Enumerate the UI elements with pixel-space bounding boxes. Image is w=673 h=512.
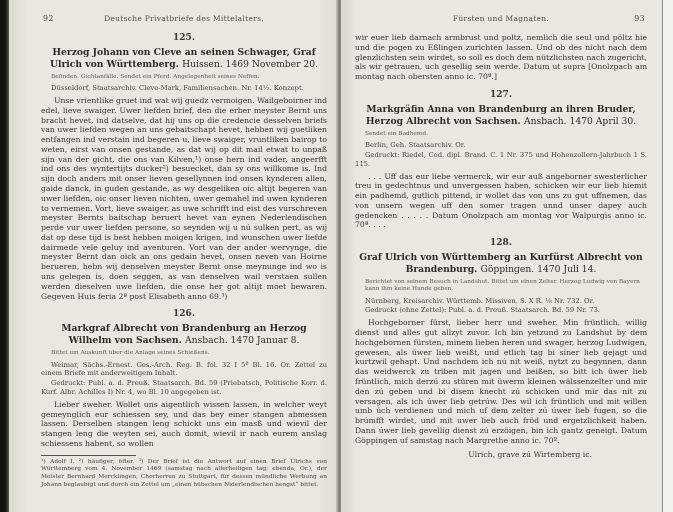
letter-128-printed: Gedruckt (ohne Zettel): Publ. a. d. Preuß. Staatsarch. Bd. 59 Nr. 73. [365,306,600,315]
letter-128-heading [355,252,647,276]
letter-127-regest: Sendet ein Badhemd. [365,130,428,137]
letter-126-source: Weimar, Sächs.-Ernest. Ges.-Arch. Reg. B. fol. 32 I 5ª Bl. 16. Or. Zettel zu einem Briefe mit anderweitigem Inhalt. [41,360,327,378]
letter-127 [355,90,647,230]
footnotes-left: ¹) Adolf I. ²) häufiger, öfter. ³) Der Brief ist die Antwort auf einen Brief Ulrichs von Württemberg vom 4. November 1469 (samstag nach allerheiligen tag; ebenda, Or.), der Meister Bernhard Mercklingen, Chorherren zu Stuttgart, für dessen mündliche Werbung an Johann beglaubigt und durch ein Zettel um „einen hübschen Niderlendischen hengst“ bittet. [41,458,327,488]
letter-125-source: Düsseldorf, Staatsarchiv. Cleve-Mark, Familiensachen. Nr. 14½. Konzept. [51,84,304,93]
letter-127-number: 127. [490,89,512,100]
letter-125-regest: Befinden. Gichtanfälle. Sendet ein Pferd. Angelegenheit seines Neffen. [51,73,260,80]
running-head-right [355,14,647,23]
running-title-right: Fürsten und Magnaten. [452,14,550,23]
letter-125-place-date: Huissen. 1469 November 20. [182,58,319,70]
page-right [341,0,663,512]
scan-right-edge [662,0,673,512]
letter-125-number: 125. [173,33,195,43]
letter-126-regest: Bittet um Auskunft über die Anlage seines Schießens. [51,350,210,357]
letter-126 [41,309,327,448]
page-left [9,0,337,512]
running-title-left: Deutsche Privatbriefe des Mittelalters. [104,14,264,23]
letter-125-heading [41,47,327,71]
letter-127-place-date: Ansbach. 1470 April 30. [523,115,637,127]
letter-128-signature: Ulrich, grave zú Wirtemberg ic. [468,450,592,460]
letter-126-body: Lieber sweher. Wollet uns aigentlich wissen lassen, in welcher weyt gemeynglich eur schiessen sey, und das bey einer stangen abmessen lassen. Derselben stangen leng schickt uns ein masß und wievil der stangen leng die weyten sei, auch domit, wievil ir nach eurem anslag schiessens habent, so wollen [41,399,327,448]
letter-125-body: Unse vrientlike gruet ind wat wij guedz vermoigen. Wailgeboirner ind edel, lieve swaiger. Uwer liefden brief, den die erber meyster Bernt uns bracht hevet, ind datselve, dat hij uns op die credencie desselven briefs van uwer liefden wegen an uns gebaitschapt hevet, hebben wij guetliken entfangen ind verstain ind begeren u, lieve swaiger, vruntliken bairop to weten, eirst van onsen gestande, as dat wij op dit mail etwat to unpaß sijn van der gicht, die ons van Kilven,¹) onse hern ind vader, angeerfft ind ons des wyntertijts ducker²) besuecket, dan sy ons willkome is. Ind sijn doch anders mit onser lieven gesellynnen ind onsen kynderen allen, gaide danck, in guden gestande, as wy desgeliken oic altijt begeren van uwer liefden, oic onser lieven nichten, uwer gemahel ind uwen kynderen to vernemen. Vort, lieve swaiger, as uwe schrifft ind eist des vurschreven meyster Bernts baitschap beruert hevet van eynen Nederlendischen perde vur uwer liefden persone, so seynden wij u nú sulken pert, as wij dat op dese tijd is best hebben moigen krigen, ind wunschen uwer liefde dairmede vele geluy ind aventuren. Vort van der ander wervynge, die meyster Bernt dan oick an ons gedain hevet, onsen neven van Hoirne berueren, hebn wij denselven meyster Bernt onse meynunge ind wo is uns gelegen is, doen seggen, as van denselven wail verstaen sullen werden dieselven uwe liefden, die onse her got altijt moet bewaren. Gegeven Huis feria 2ª post Elisabeth anno 69.³) [41,95,327,301]
letter-128-source: Nürnberg, Kreisarchiv. Württemb. Missiven. S. X R. ⅛ Nr. 732. Or. [365,296,595,305]
letter-128-body: Hochgeborner fürst, lieber herr und sweher. Min früntlich, willig dienst und alles gut allzyt zuvor. Ich bin yetzund zu Landshut by dem hochgebornen fürsten, minem lieben heren und swager, herzog Ludwigen, gewesen, als üwer lieb weißt, und etlich tag bi siner lieb gejagt und kurtzwil gehapt. Und nachdem ich nú nit weiß, nytzt zu begynnen, dann das weidwerck zu triben mit jagen und beißen, so bitt ich üwer lieb früntlich, mich derzú zu stüren mit üwerm kleinen wälssenzelter und mir den zú geben und bi disem knecht zú schicken und mir das nit zu versagen, als ich úwer lieb getrúw. Des wil ich früntlich und mit willen umb úch verdienen und mich uf dem zelter zú úwer lieb fugen, so die brúmfft wirdet, und mit uwer lieb auch fröd und ergetzlichkeit haben. Dann úwer lieb gevellig dienst zú erzöigen, bin ich gantz geneigt. Datum Göppingen uf samstag nach Margrethe anno ic. 70º. [355,318,647,445]
letter-126-printed: Gedruckt: Publ. a. d. Preuß. Staatsarch. Bd. 59 (Priebatsch, Politische Korr. d. Kurf. Albr. Achilles I) Nr. 4, wo Bl. 10 angegeben ist. [41,379,327,396]
letter-127-body: . . . Uff das eur liebe vermerck, wir eur auß angeborner swesterlicher treu in gedechtnus und unvergessen haben, schicken wir eur lieb hiemit ein padhemd, gutlich pittend, ir wollet das von uns zu gut uffnemen, das von unsern wegen uff den somer tragen unnd unser dapey auch gedencken . . . . . Datum Onolzpach am montag vor Walpurgis anno ic. 70ª. . . . [355,171,647,230]
letter-127-heading [355,104,647,128]
letter-128-place-date: Göppingen. 1470 Juli 14. [480,264,597,276]
letter-126-heading [41,323,327,347]
scan-binding-edge [0,0,9,512]
letter-128-heading-text: Graf Ulrich von Württemberg an Kurfürst Albrecht von Brandenburg. [359,252,643,276]
letter-126-number: 126. [173,309,195,320]
letter-128 [355,238,647,459]
page-number-right: 93 [634,14,645,23]
letter-128-number: 128. [490,238,512,249]
letter-127-printed: Gedruckt: Riedel, Cod. dipl. Brand. C. 1 Nr. 375 und Hohenzollern-Jahrbuch 1 S. 115. [355,150,647,168]
running-head-left [41,14,327,23]
letter-125 [41,33,327,301]
letter-125-heading-text: Herzog Johann von Cleve an seinen Schwager, Graf Ulrich von Württemberg. [49,47,316,70]
letter-128-regest: Berichtet von seinem Besuch in Landshut. Bittet um einen Zelter. Herzog Ludwig von Bayern kann ihm keine Hunde geben. [365,279,640,293]
page-number-left: 92 [43,14,54,23]
letter-126-place-date: Ansbach. 1470 Januar 8. [185,335,300,347]
letter-127-heading-text: Markgräfin Anna von Brandenburg an ihren Bruder, Herzog Albrecht von Sachsen. [365,103,636,127]
letter-127-source: Berlin, Geh. Staatsarchiv. Or. [365,141,466,150]
letter-126-body-continuation: wir euer lieb darnach armbrust und poltz, nemlich die seul und pöltz hie und die pogen zu Eßlingen zurichten lassen. Und ob des nicht nach dem glenzlichsten sein wirdet, so soll es doch dem nützlichsten nach zugericht, als wir getrauen, uch gesellig sein werde. Datum ut supra [Onolzpach am montag nach obersten anno ic. 70ª.] [355,33,647,82]
footnote-rule [41,455,136,456]
letter-126-heading-text: Markgraf Albrecht von Brandenburg an Herzog Wilhelm von Sachsen. [61,323,307,347]
